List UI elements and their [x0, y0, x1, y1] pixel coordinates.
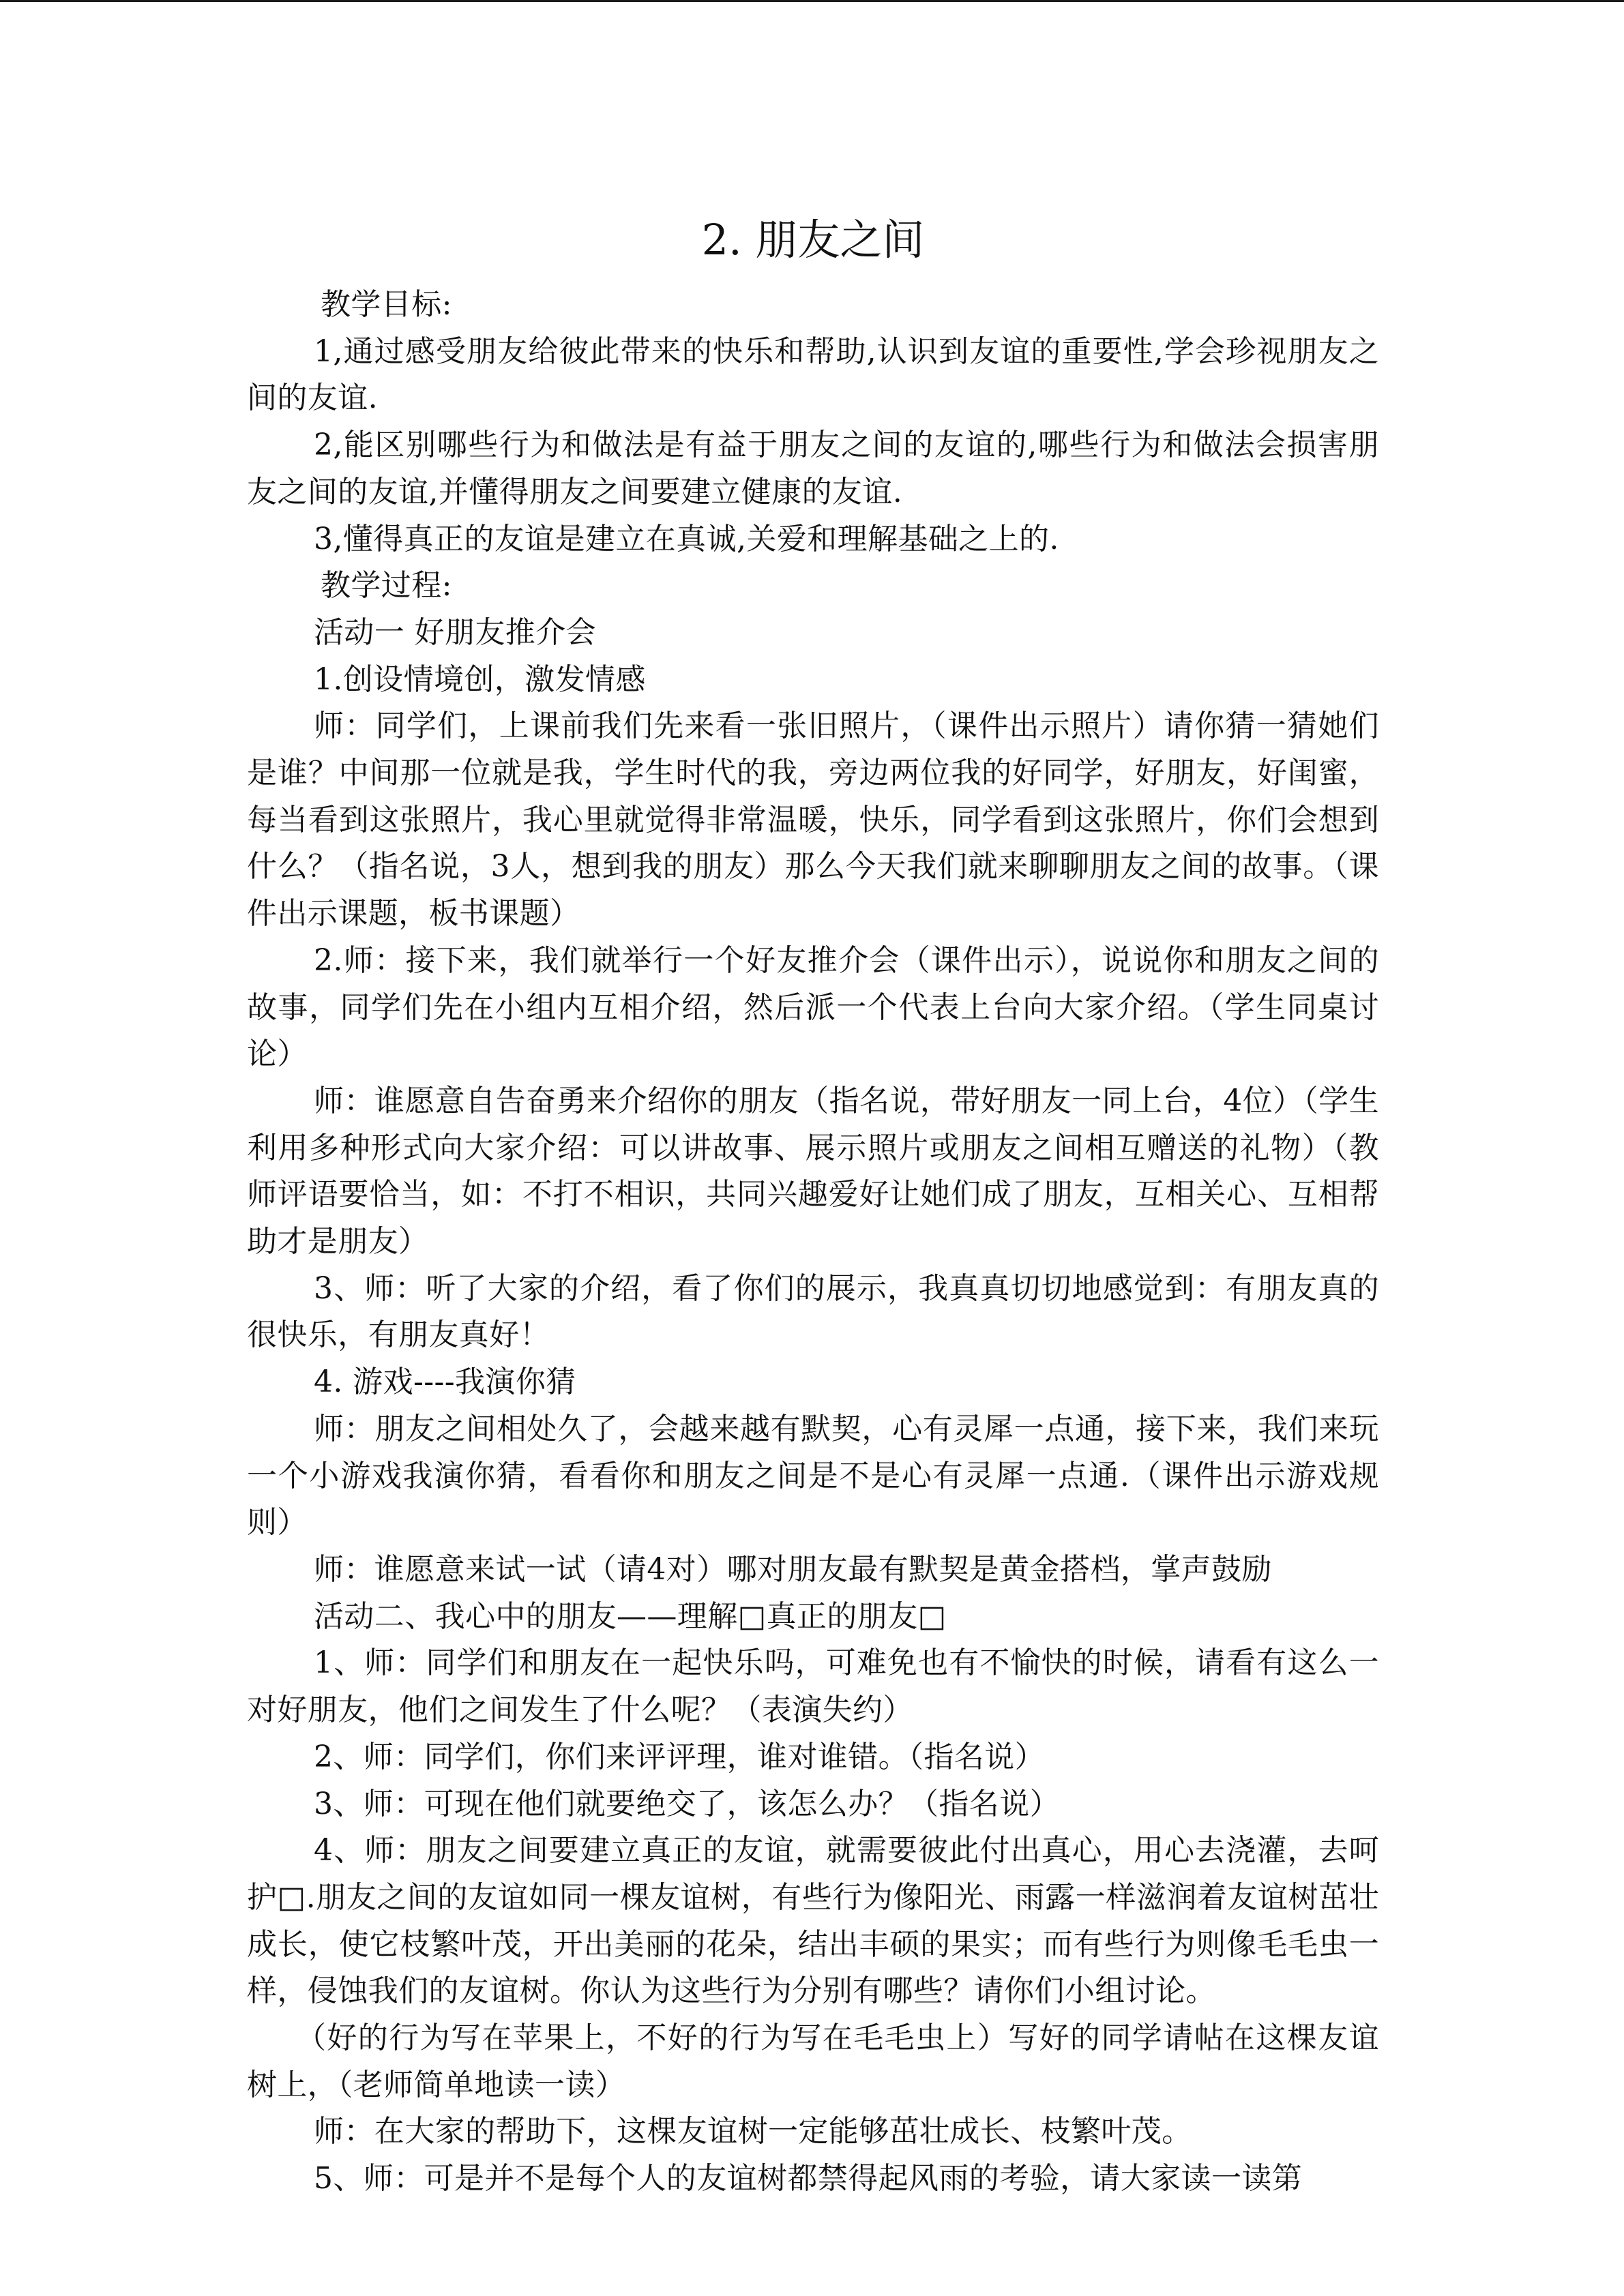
paragraph-objective-3: 3,懂得真正的友谊是建立在真诚,关爱和理解基础之上的. [314, 521, 1059, 556]
paragraph-activity-2-heading: 活动二、我心中的朋友——理解□真正的朋友□ [314, 1598, 947, 1634]
paragraph-activity-2-step-2: 2、师：同学们，你们来评评理，谁对谁错。（指名说） [314, 1739, 1045, 1774]
paragraph-objective-2: 2,能区别哪些行为和做法是有益于朋友之间的友谊的,哪些行为和做法会损害朋友之间的友谊,并懂得朋友之间要建立健康的友谊. [247, 428, 1379, 509]
document-title: 2. 朋友之间 [701, 215, 925, 265]
paragraph-process-heading: 教学过程: [321, 568, 452, 603]
paragraph-teacher-intro: 师：同学们，上课前我们先来看一张旧照片，（课件出示照片）请你猜一猜她们是谁？中间那一位就是我，学生时代的我，旁边两位我的好同学，好朋友，好闺蜜，每当看到这张照片，我心里就觉得非常温暖，快乐，同学看到这张照片，你们会想到什么？（指名说，3人，想到我的朋友）那么今天我们就来聊聊朋友之间的故事。（课件出示课题，板书课题） [247, 709, 1379, 931]
paragraph-tree-instructions: （好的行为写在苹果上，不好的行为写在毛毛虫上）写好的同学请帖在这棵友谊树上，（老师简单地读一读） [247, 2021, 1379, 2102]
paragraph-activity-2-step-1: 1、师：同学们和朋友在一起快乐吗，可难免也有不愉快的时候，请看有这么一对好朋友，他们之间发生了什么呢？（表演失约） [247, 1645, 1379, 1728]
paragraph-volunteer-intro: 师：谁愿意自告奋勇来介绍你的朋友（指名说，带好朋友一同上台，4位）（学生利用多种形式向大家介绍：可以讲故事、展示照片或朋友之间相互赠送的礼物）（教师评语要恰当，如：不打不相识，共同兴趣爱好让她们成了朋友，互相关心、互相帮助才是朋友） [247, 1083, 1379, 1259]
paragraph-objectives-heading: 教学目标: [321, 287, 452, 322]
paragraph-activity-1-heading: 活动一 好朋友推介会 [314, 614, 596, 650]
paragraph-game-volunteers: 师：谁愿意来试一试（请4对）哪对朋友最有默契是黄金搭档，掌声鼓励 [314, 1551, 1272, 1587]
paragraph-tree-summary: 师：在大家的帮助下，这棵友谊树一定能够茁壮成长、枝繁叶茂。 [314, 2114, 1192, 2149]
paragraph-activity-2-step-5: 5、师：可是并不是每个人的友谊树都禁得起风雨的考验，请大家读一读第 [314, 2161, 1303, 2196]
paragraph-step-4-game: 4. 游戏----我演你猜 [314, 1365, 576, 1400]
page-top-border [0, 0, 1624, 2]
paragraph-objective-1: 1,通过感受朋友给彼此带来的快乐和帮助,认识到友谊的重要性,学会珍视朋友之间的友谊. [247, 333, 1379, 416]
paragraph-game-explanation: 师：朋友之间相处久了，会越来越有默契，心有灵犀一点通，接下来，我们来玩一个小游戏我演你猜，看看你和朋友之间是不是心有灵犀一点通.（课件出示游戏规则） [247, 1411, 1379, 1540]
paragraph-activity-2-step-3: 3、师：可现在他们就要绝交了，该怎么办？（指名说） [314, 1786, 1060, 1821]
paragraph-step-1: 1.创设情境创，激发情感 [314, 661, 646, 697]
paragraph-activity-2-step-4: 4、师：朋友之间要建立真正的友谊，就需要彼此付出真心，用心去浇灌，去呵护□.朋友之间的友谊如同一棵友谊树，有些行为像阳光、雨露一样滋润着友谊树茁壮成长，使它枝繁叶茂，开出美丽的花朵，结出丰硕的果实；而有些行为则像毛毛虫一样，侵蚀我们的友谊树。你认为这些行为分别有哪些？请你们小组讨论。 [247, 1833, 1379, 2009]
document-body [247, 282, 1379, 2203]
paragraph-step-2: 2.师：接下来，我们就举行一个好友推介会（课件出示），说说你和朋友之间的故事，同学们先在小组内互相介绍，然后派一个代表上台向大家介绍。（学生同桌讨论） [247, 942, 1379, 1072]
paragraph-step-3: 3、师：听了大家的介绍，看了你们的展示，我真真切切地感觉到：有朋友真的很快乐，有朋友真好！ [247, 1270, 1379, 1353]
